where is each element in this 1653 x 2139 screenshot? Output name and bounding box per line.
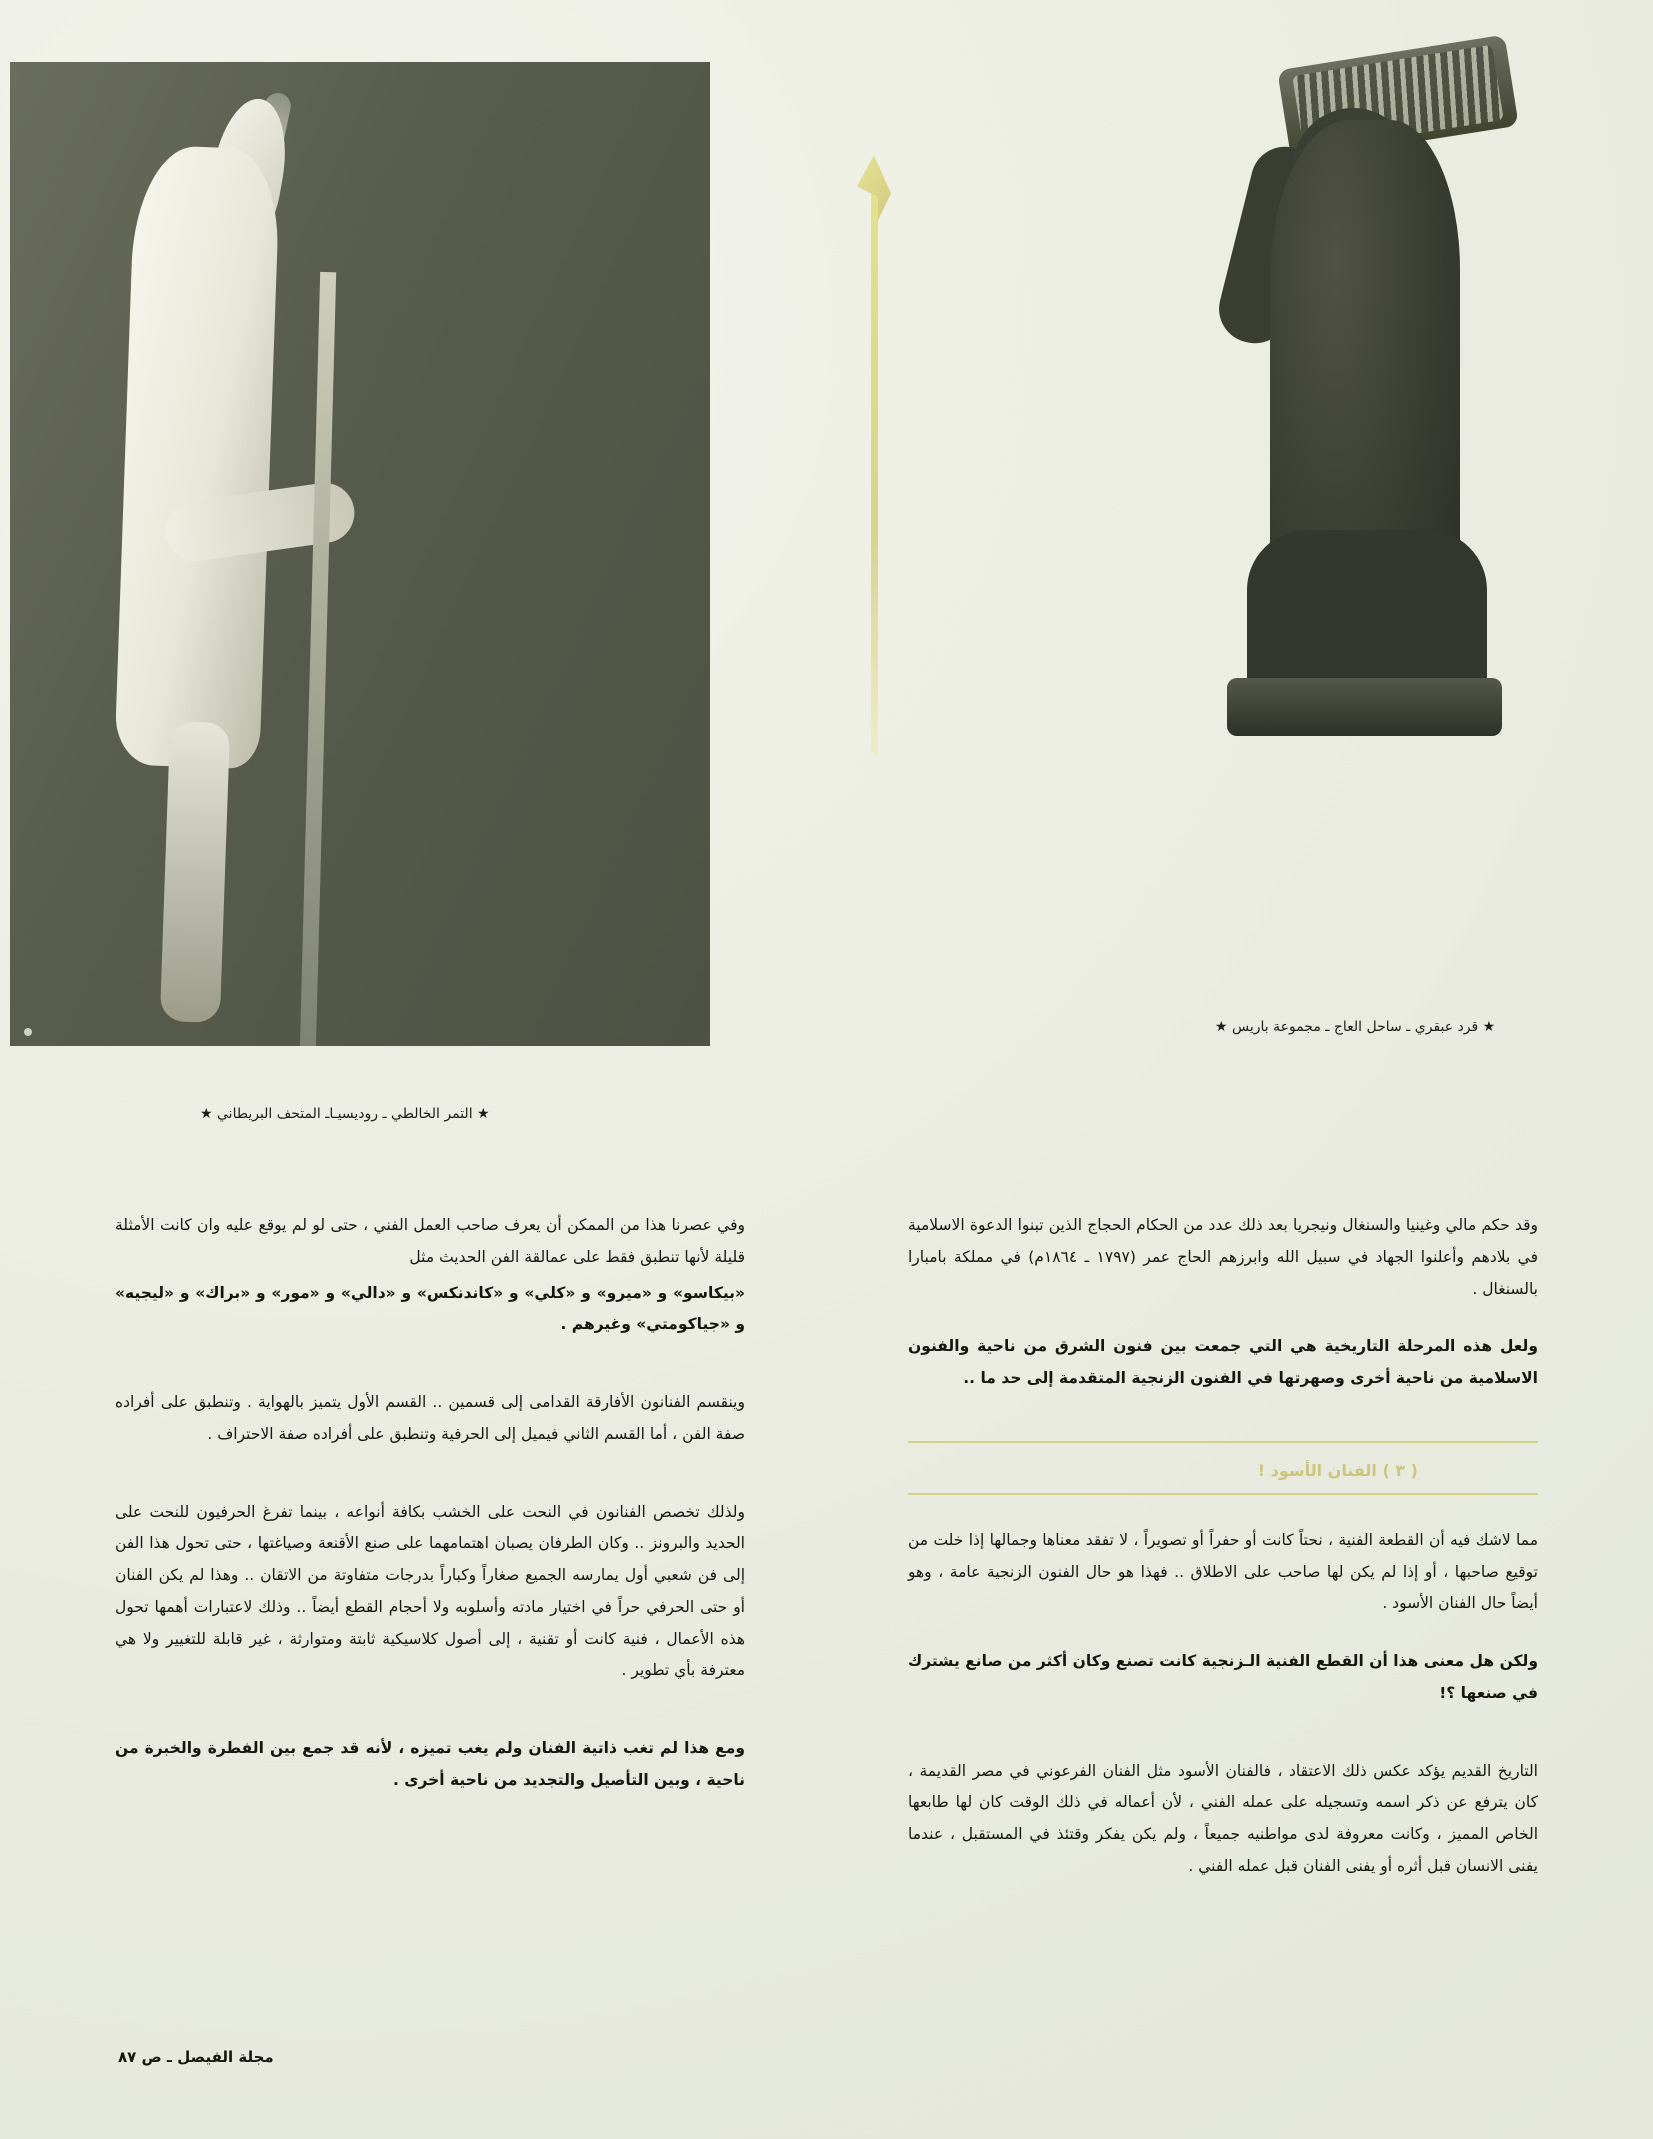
spear-shaft-shape [871, 195, 878, 755]
statue-legs-shape [1247, 530, 1487, 700]
paragraph: وقد حكم مالي وغينيا والسنغال ونيجريا بعد ذلك عدد من الحكام الحجاج الذين تبنوا الدعوة الاسلامية في بلادهم وأعلنوا الجهاد في سبيل الله وابرزهم الحاج عمر (١٧٩٧ ـ ١٨٦٤م) في مملكة بامبارا بالسنغال . [908, 1216, 1538, 1298]
figure-leg-shape [160, 721, 230, 1023]
photo-right [1175, 50, 1585, 880]
page-footer: مجلة الفيصل ـ ص ٨٧ [118, 2048, 274, 2066]
text-column-right [908, 1210, 1538, 1909]
paragraph: وينقسم الفنانون الأفارقة القدامى إلى قسمين .. القسم الأول يتميز بالهواية . وتنطبق على أفراده صفة الفن ، أما القسم الثاني فيميل إلى الحرفية وتنطبق على أفراده صفة الاحتراف . [115, 1393, 745, 1443]
figure-staff-shape [300, 272, 336, 1046]
section-heading [908, 1441, 1538, 1495]
paragraph-bold: «بيكاسو» و «ميرو» و «كلي» و «كاندنكس» و «دالي» و «مور» و «براك» و «ليجيه» و «جياكومتي» وغيرهم . [115, 1283, 745, 1334]
paragraph-bold: ومع هذا لم تغب ذاتية الفنان ولم يغب تميزه ، لأنه قد جمع بين الفطرة والخبرة من ناحية ، وبين التأصيل والتجديد من ناحية أخرى . [115, 1739, 745, 1789]
paragraph: وفي عصرنا هذا من الممكن أن يعرف صاحب العمل الفني ، حتى لو لم يوقع عليه وان كانت الأمثلة قليلة لأنها تنطبق فقط على عمالقة الفن الحديث مثل [115, 1216, 745, 1266]
caption-right-photo: ★ قرد عبقري ـ ساحل العاج ـ مجموعة باريس ★ [1215, 1019, 1496, 1035]
paragraph: ولذلك تخصص الفنانون في النحت على الخشب بكافة أنواعه ، بينما تفرغ الحرفيون للنحت على الحديد والبرونز .. وكان الطرفان يصبان اهتمامهما على صنع الأقنعة وصياغتها ، حتى تحول هذا الفن إلى فن شعبي أول يمارسه الجميع صغاراً وكباراً بدرجات متفاوتة من الاتقان .. وهذا لم يكن الفنان أو حتى الحرفي حراً في اختيار مادته وأسلوبه ولا أحجام القطع أيضاً .. وذلك لاعتبارات أهمها تحول هذه الأعمال ، فنية كانت أو تقنية ، إلى أصول كلاسيكية ثابتة ومتوارثة ، غير قابلة للتغيير ولا هي معترفة بأي تطوير . [115, 1502, 745, 1680]
section-rule-top [908, 1441, 1538, 1443]
caption-left-photo: ★ التمر الخالطي ـ روديسيـاـ المتحف البريطاني ★ [200, 1106, 490, 1122]
paragraph: التاريخ القديم يؤكد عكس ذلك الاعتقاد ، فالفنان الأسود مثل الفنان الفرعوني في مصر القديمة ، كان يترفع عن ذكر اسمه وتسجيله على عمله الفني ، لأن أعماله في ذلك الوقت كان لها طابعها الخاص المميز ، وكانت معروفة لدى مواطنيه جميعاً ، ولم يكن يفكر وقتئذ في المستقبل ، عندما يفنى الانسان قبل أثره أو يفنى الفنان قبل عمله الفني . [908, 1761, 1538, 1875]
carved-figure-illustration [105, 92, 395, 1027]
statue-base-shape [1227, 678, 1502, 736]
photo-corner-mark [24, 1028, 32, 1036]
figure-body-shape [114, 145, 281, 770]
paragraph: مما لاشك فيه أن القطعة الفنية ، نحتاً كانت أو حفراً أو تصويراً ، لا تفقد معناها وجمالها إذا خلت من توقيع صاحبها ، أو إذا لم يكن لها صاحب على الاطلاق .. فهذا هو حال الفنون الزنجية عامة ، وهو أيضاً حال الفنان الأسود . [908, 1530, 1538, 1613]
section-rule-bottom [908, 1493, 1538, 1495]
photo-left [10, 62, 710, 1046]
spear-ornament-icon [855, 155, 895, 755]
text-column-left [115, 1210, 745, 1823]
paragraph-bold: ولعل هذه المرحلة التاريخية هي التي جمعت بين فنون الشرق من ناحية والفنون الاسلامية من ناحية أخرى وصهرتها في الفنون الزنجية المتقدمة إلى حد ما .. [908, 1337, 1538, 1388]
paragraph-bold: ولكن هل معنى هذا أن القطع الفنية الـزنجية كانت تصنع وكان أكثر من صانع يشترك في صنعها ؟! [908, 1652, 1538, 1702]
section-heading-text: ( ٣ ) الفنان الأسود ! [1257, 1460, 1418, 1480]
